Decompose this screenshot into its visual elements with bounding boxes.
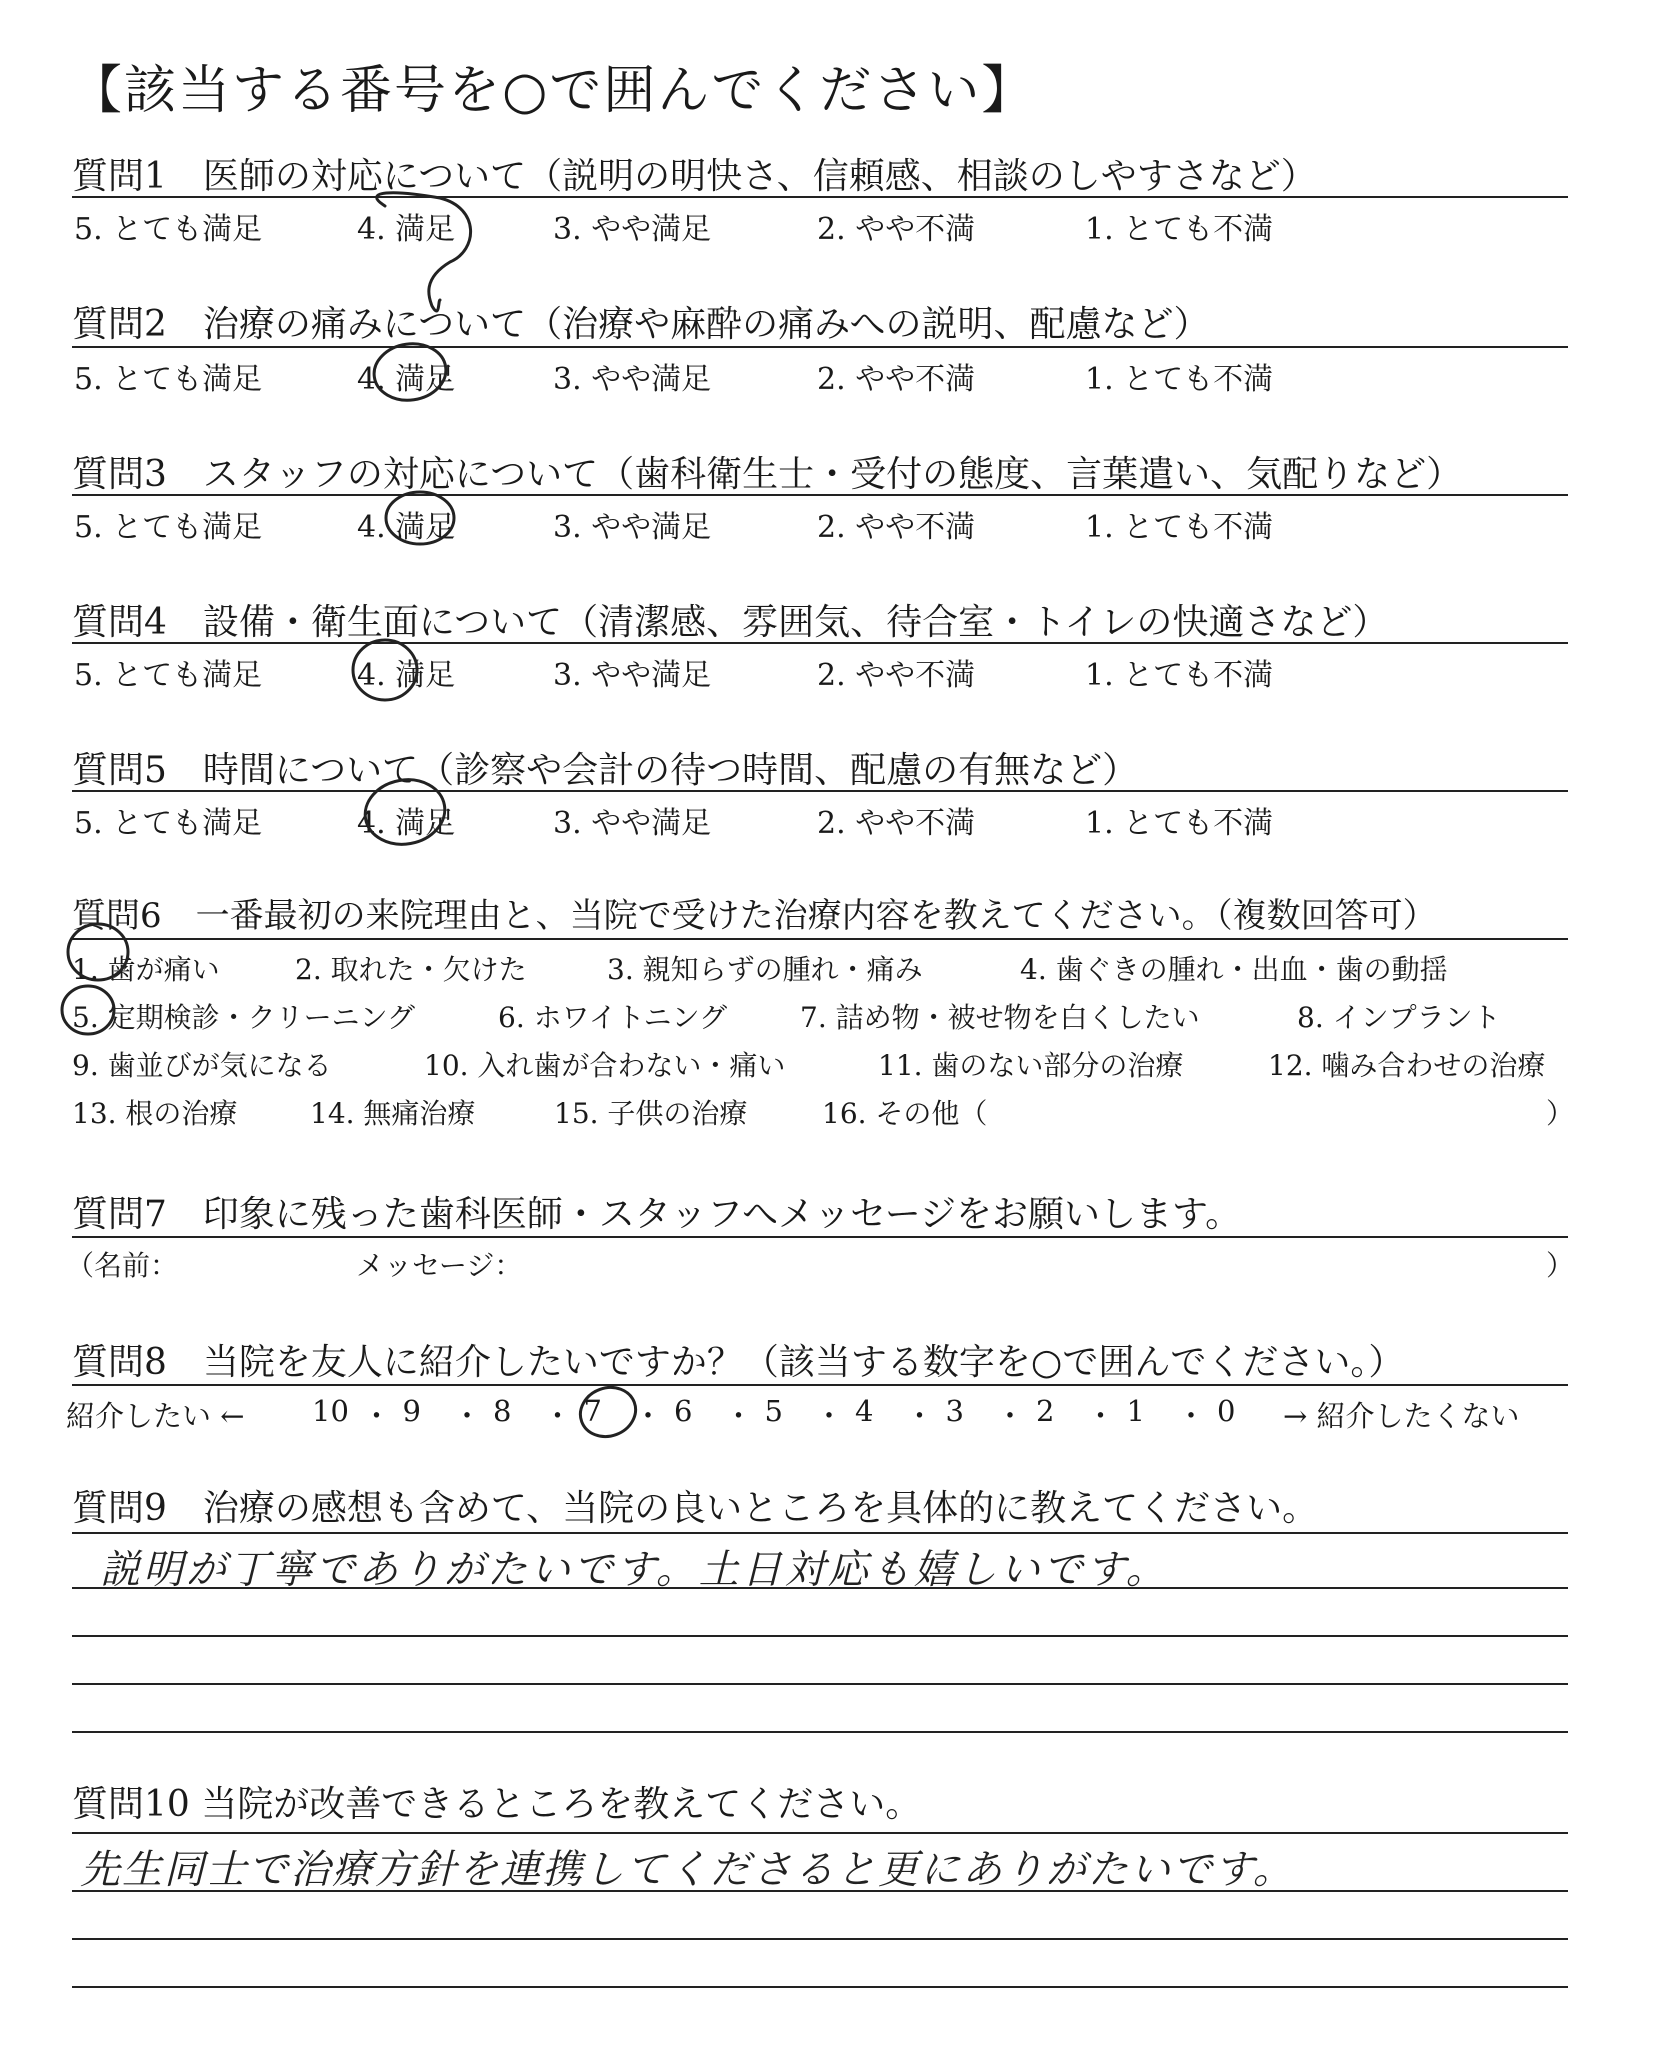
q8-scale-value-0[interactable]: 0	[1217, 1394, 1236, 1428]
q8-right-label: → 紹介したくない	[1283, 1399, 1520, 1433]
q6-option-14[interactable]: 14. 無痛治療	[310, 1097, 476, 1130]
q10-line-3	[72, 1938, 1568, 1940]
q9-line-2	[72, 1587, 1568, 1589]
q6-option-3[interactable]: 3. 親知らずの腫れ・痛み	[607, 953, 923, 986]
question-4-label: 質問4 設備・衛生面について（清潔感、雰囲気、待合室・トイレの快適さなど）	[72, 602, 1389, 643]
q10-handwritten-answer[interactable]: 先生同士で治療方針を連携してくださると更にありがたいです。	[80, 1847, 1295, 1893]
q8-scale-value-8[interactable]: 8	[493, 1394, 512, 1428]
q8-scale-value-6[interactable]: 6	[674, 1394, 693, 1428]
q8-scale-separator: ・	[995, 1399, 1025, 1433]
q4-option-3[interactable]: 3. やや満足	[553, 658, 712, 693]
q1-option-4[interactable]: 4. 満足	[357, 212, 456, 247]
q8-scale-separator: ・	[1086, 1399, 1116, 1433]
q6-option-9[interactable]: 9. 歯並びが気になる	[72, 1049, 332, 1082]
q7-close-paren: ）	[1546, 1249, 1575, 1282]
q6-option-5[interactable]: 5. 定期検診・クリーニング	[72, 1001, 416, 1034]
q2-option-2[interactable]: 2. やや不満	[817, 362, 976, 397]
question-4-rule	[72, 642, 1568, 644]
question-10-label: 質問10 当院が改善できるところを教えてください。	[72, 1784, 922, 1825]
q2-option-5[interactable]: 5. とても満足	[74, 362, 263, 397]
q8-scale-value-9[interactable]: 9	[402, 1394, 421, 1428]
q8-scale-separator: ・	[362, 1399, 392, 1433]
q5-option-1[interactable]: 1. とても不満	[1085, 806, 1274, 841]
q6-option-4[interactable]: 4. 歯ぐきの腫れ・出血・歯の動揺	[1020, 953, 1448, 986]
question-8-label: 質問8 当院を友人に紹介したいですか？（該当する数字を○で囲んでください。）	[72, 1342, 1405, 1383]
q5-option-5[interactable]: 5. とても満足	[74, 806, 263, 841]
q9-line-4	[72, 1683, 1568, 1685]
q3-option-3[interactable]: 3. やや満足	[553, 510, 712, 545]
q5-option-4[interactable]: 4. 満足	[357, 806, 456, 841]
question-7-rule	[72, 1236, 1568, 1238]
question-5-rule	[72, 790, 1568, 792]
question-1-label: 質問1 医師の対応について（説明の明快さ、信頼感、相談のしやすさなど）	[72, 156, 1317, 197]
q8-scale-separator: ・	[724, 1399, 754, 1433]
q6-option-7[interactable]: 7. 詰め物・被せ物を白くしたい	[800, 1001, 1200, 1034]
question-1-rule	[72, 196, 1568, 198]
q6-option-16[interactable]: 16. その他（	[822, 1097, 988, 1130]
q6-option-15[interactable]: 15. 子供の治療	[554, 1097, 748, 1130]
q9-line-1	[72, 1532, 1568, 1534]
q8-scale-value-3[interactable]: 3	[945, 1394, 964, 1428]
q8-scale-value-7[interactable]: 7	[583, 1394, 602, 1428]
q3-option-4[interactable]: 4. 満足	[357, 510, 456, 545]
q9-handwritten-answer[interactable]: 説明が丁寧でありがたいです。土日対応も嬉しいです。	[100, 1547, 1169, 1593]
q8-scale-value-2[interactable]: 2	[1036, 1394, 1055, 1428]
question-3-label: 質問3 スタッフの対応について（歯科衛生士・受付の態度、言葉遣い、気配りなど）	[72, 454, 1463, 495]
page-title: 【該当する番号を○で囲んでください】	[70, 61, 1036, 121]
q8-scale-separator: ・	[1176, 1399, 1206, 1433]
q8-scale-value-4[interactable]: 4	[855, 1394, 874, 1428]
q6-option-1[interactable]: 1. 歯が痛い	[72, 953, 220, 986]
q5-option-3[interactable]: 3. やや満足	[553, 806, 712, 841]
q1-option-2[interactable]: 2. やや不満	[817, 212, 976, 247]
q10-line-1	[72, 1832, 1568, 1834]
q1-option-5[interactable]: 5. とても満足	[74, 212, 263, 247]
q6-option-6[interactable]: 6. ホワイトニング	[498, 1001, 728, 1034]
q1-option-3[interactable]: 3. やや満足	[553, 212, 712, 247]
q8-scale-separator: ・	[905, 1399, 935, 1433]
q4-option-5[interactable]: 5. とても満足	[74, 658, 263, 693]
q4-option-4[interactable]: 4. 満足	[357, 658, 456, 693]
question-2-rule	[72, 346, 1568, 348]
q6-option-8[interactable]: 8. インプラント	[1297, 1001, 1501, 1034]
question-6-rule	[72, 938, 1568, 940]
q5-option-2[interactable]: 2. やや不満	[817, 806, 976, 841]
q6-other-close-paren: ）	[1546, 1097, 1575, 1130]
q6-option-11[interactable]: 11. 歯のない部分の治療	[878, 1049, 1184, 1082]
question-2-label: 質問2 治療の痛みについて（治療や麻酔の痛みへの説明、配慮など）	[72, 304, 1210, 345]
q6-option-10[interactable]: 10. 入れ歯が合わない・痛い	[424, 1049, 786, 1082]
q2-option-4[interactable]: 4. 満足	[357, 362, 456, 397]
q6-option-13[interactable]: 13. 根の治療	[72, 1097, 238, 1130]
q8-scale-separator: ・	[452, 1399, 482, 1433]
question-8-rule	[72, 1384, 1568, 1386]
q1-option-1[interactable]: 1. とても不満	[1085, 212, 1274, 247]
q2-option-1[interactable]: 1. とても不満	[1085, 362, 1274, 397]
q8-scale-separator: ・	[814, 1399, 844, 1433]
q2-option-3[interactable]: 3. やや満足	[553, 362, 712, 397]
q7-name-label: （名前：	[66, 1249, 179, 1282]
q8-scale-value-1[interactable]: 1	[1126, 1394, 1145, 1428]
question-3-rule	[72, 494, 1568, 496]
question-7-label: 質問7 印象に残った歯科医師・スタッフへメッセージをお願いします。	[72, 1194, 1242, 1235]
q8-scale-separator: ・	[543, 1399, 573, 1433]
q8-left-label: 紹介したい ←	[66, 1399, 245, 1433]
q9-line-3	[72, 1635, 1568, 1637]
q4-option-2[interactable]: 2. やや不満	[817, 658, 976, 693]
q3-option-2[interactable]: 2. やや不満	[817, 510, 976, 545]
q3-option-5[interactable]: 5. とても満足	[74, 510, 263, 545]
q8-scale-value-5[interactable]: 5	[764, 1394, 783, 1428]
question-6-label: 質問6 一番最初の来院理由と、当院で受けた治療内容を教えてください。（複数回答可）	[72, 896, 1437, 936]
q7-message-label: メッセージ：	[356, 1249, 523, 1282]
q10-line-4	[72, 1986, 1568, 1988]
q4-option-1[interactable]: 1. とても不満	[1085, 658, 1274, 693]
question-5-label: 質問5 時間について（診察や会計の待つ時間、配慮の有無など）	[72, 750, 1139, 791]
q8-scale-separator: ・	[633, 1399, 663, 1433]
q6-option-12[interactable]: 12. 噛み合わせの治療	[1268, 1049, 1546, 1082]
q10-line-2	[72, 1890, 1568, 1892]
question-9-label: 質問9 治療の感想も含めて、当院の良いところを具体的に教えてください。	[72, 1488, 1319, 1529]
q3-option-1[interactable]: 1. とても不満	[1085, 510, 1274, 545]
q6-option-2[interactable]: 2. 取れた・欠けた	[295, 953, 527, 986]
q8-scale-value-10[interactable]: 10	[312, 1394, 349, 1428]
q9-line-5	[72, 1731, 1568, 1733]
